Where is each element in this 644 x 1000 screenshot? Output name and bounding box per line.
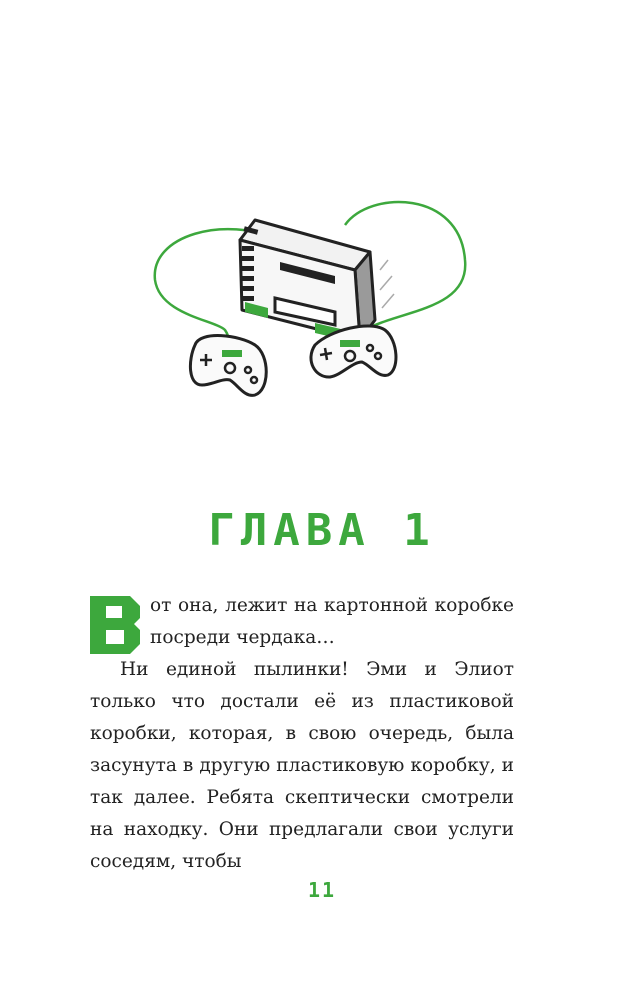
paragraph-2: Ни единой пылинки! Эми и Элиот только что достали её из пластиковой коробки, которая, в свою очередь, была засунута в другую пластиковую коробку, и так далее. Ребята скептически смотрели на находку. Они предлагали свои услуги соседям, чтобы [90, 659, 514, 872]
page-number: 11 [307, 878, 337, 902]
paragraph-1 [90, 590, 514, 654]
chapter-title: ГЛАВА 1 [208, 505, 436, 556]
paragraph-1-text: от она, лежит на картонной коробке посреди чердака… [150, 595, 514, 648]
chapter-text [90, 590, 514, 878]
game-console-icon [130, 180, 490, 430]
drop-cap-letter [90, 596, 140, 654]
